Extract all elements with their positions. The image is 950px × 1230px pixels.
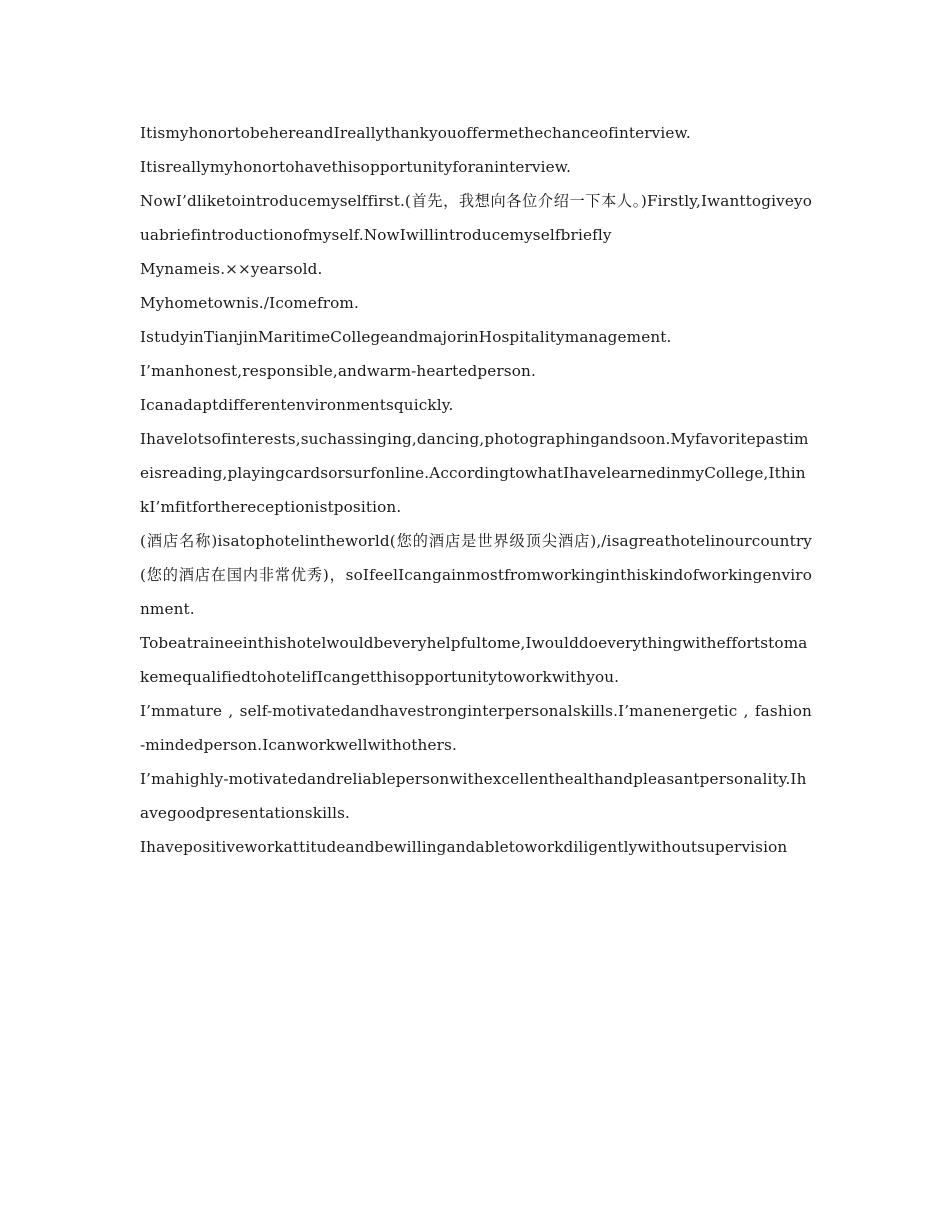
paragraph-line-4: Mynameis.××yearsold.: [140, 260, 323, 278]
paragraph-line-6: IstudyinTianjinMaritimeCollegeandmajorinHospitalitymanagement.: [140, 328, 672, 346]
paragraph-line-5: Myhometownis./Icomefrom.: [140, 294, 359, 312]
paragraph-line-14: Ihavepositiveworkattitudeandbewillingandabletoworkdiligentlywithoutsupervision: [140, 838, 788, 856]
paragraph-line-8: Icanadaptdifferentenvironmentsquickly.: [140, 396, 454, 414]
paragraph-line-10: (酒店名称)isatophotelintheworld(您的酒店是世界级顶尖酒店),/isagreathotelinourcountry(您的酒店在国内非常优秀)，soIfeelIcangainmostfromworkinginthiskindofworkingenvironment.: [140, 532, 812, 618]
paragraph-line-1: ItismyhonortobehereandIreallythankyouoffermethechanceofinterview.: [140, 124, 691, 142]
document-body: [140, 116, 812, 864]
paragraph-line-9: Ihavelotsofinterests,suchassinging,dancing,photographingandsoon.Myfavoritepastimeisreading,playingcardsorsurfonline.AccordingtowhatIhavelearnedinmyCollege,IthinkI’mfitforthereceptionistposition.: [140, 430, 809, 516]
paragraph-line-12: I’mmature , self-motivatedandhavestronginterpersonalskills.I’manenergetic , fashion-mindedperson.Icanworkwellwithothers.: [140, 702, 812, 754]
paragraph-line-13: I’mahighly-motivatedandreliablepersonwithexcellenthealthandpleasantpersonality.Ihavegoodpresentationskills.: [140, 770, 807, 822]
paragraph-line-3: NowI’dliketointroducemyselffirst.(首先，我想向各位介绍一下本人。)Firstly,Iwanttogiveyouabriefintroductionofmyself.NowIwillintroducemyselfbriefly: [140, 192, 812, 244]
paragraph-line-7: I’manhonest,responsible,andwarm-heartedperson.: [140, 362, 536, 380]
paragraph-line-11: Tobeatraineeinthishotelwouldbeveryhelpfultome,IwoulddoeverythingwitheffortstomakemequalifiedtohotelifIcangetthisopportunitytoworkwithyou.: [140, 634, 808, 686]
paragraph-line-2: Itisreallymyhonortohavethisopportunityforaninterview.: [140, 158, 572, 176]
